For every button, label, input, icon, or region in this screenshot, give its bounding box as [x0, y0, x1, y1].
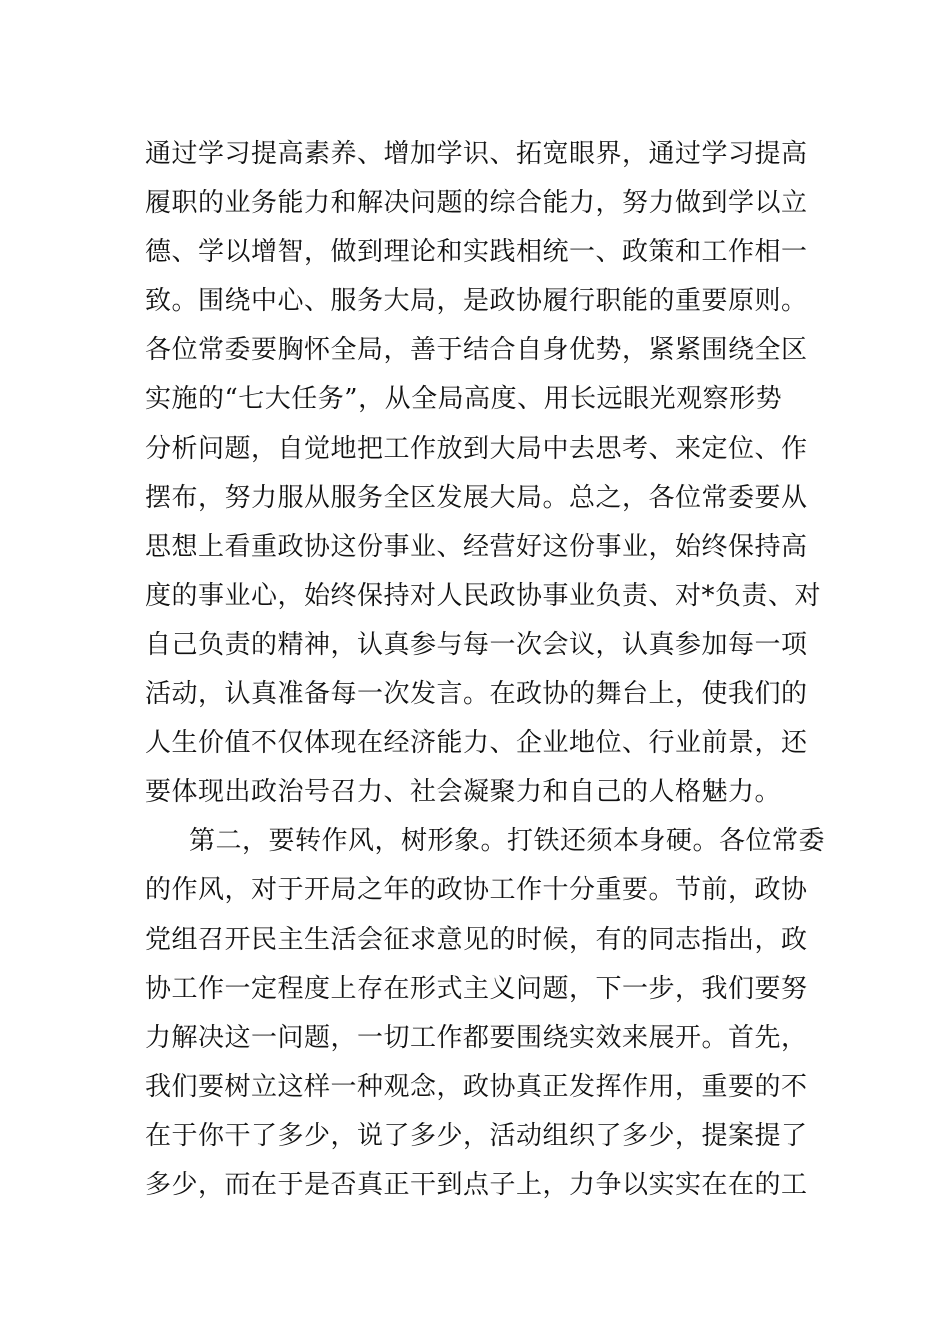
text-line: 自己负责的精神，认真参与每一次会议，认真参加每一项 [145, 629, 808, 660]
text-line: 协工作一定程度上存在形式主义问题，下一步，我们要努 [145, 973, 808, 1004]
text-line: 各位常委要胸怀全局，善于结合自身优势，紧紧围绕全区 [145, 335, 808, 366]
text-line: 要体现出政治号召力、社会凝聚力和自己的人格魅力。 [145, 777, 782, 808]
text-line: 通过学习提高素养、增加学识、拓宽眼界，通过学习提高 [145, 139, 808, 169]
text-line: 思想上看重政协这份事业、经营好这份事业，始终保持高 [145, 531, 808, 562]
text-line: 分析问题，自觉地把工作放到大局中去思考、来定位、作 [145, 433, 808, 464]
text-line: 在于你干了多少，说了多少，活动组织了多少，提案提了 [145, 1120, 808, 1151]
text-line: 党组召开民主生活会征求意见的时候，有的同志指出，政 [145, 924, 808, 955]
text-line: 履职的业务能力和解决问题的综合能力，努力做到学以立 [145, 188, 808, 219]
text-line: 德、学以增智，做到理论和实践相统一、政策和工作相一 [145, 237, 808, 268]
text-line: 度的事业心，始终保持对人民政协事业负责、对*负责、对 [145, 580, 822, 611]
text-line: 的作风，对于开局之年的政协工作十分重要。节前，政协 [145, 875, 808, 906]
text-line: 我们要树立这样一种观念，政协真正发挥作用，重要的不 [145, 1071, 808, 1102]
text-line: 致。围绕中心、服务大局，是政协履行职能的重要原则。 [145, 286, 808, 317]
body-text [145, 130, 826, 1210]
text-line: 实施的“七大任务”，从全局高度、用长远眼光观察形势 [145, 384, 783, 415]
paragraph-start-line: 第二，要转作风，树形象。打铁还须本身硬。各位常委 [189, 826, 826, 857]
text-line: 活动，认真准备每一次发言。在政协的舞台上，使我们的 [145, 679, 808, 710]
text-line: 人生价值不仅体现在经济能力、企业地位、行业前景，还 [145, 728, 808, 759]
text-line: 摆布，努力服从服务全区发展大局。总之，各位常委要从 [145, 482, 808, 513]
text-line: 力解决这一问题，一切工作都要围绕实效来展开。首先， [145, 1022, 808, 1053]
text-line: 多少，而在于是否真正干到点子上，力争以实实在在的工 [145, 1169, 808, 1200]
